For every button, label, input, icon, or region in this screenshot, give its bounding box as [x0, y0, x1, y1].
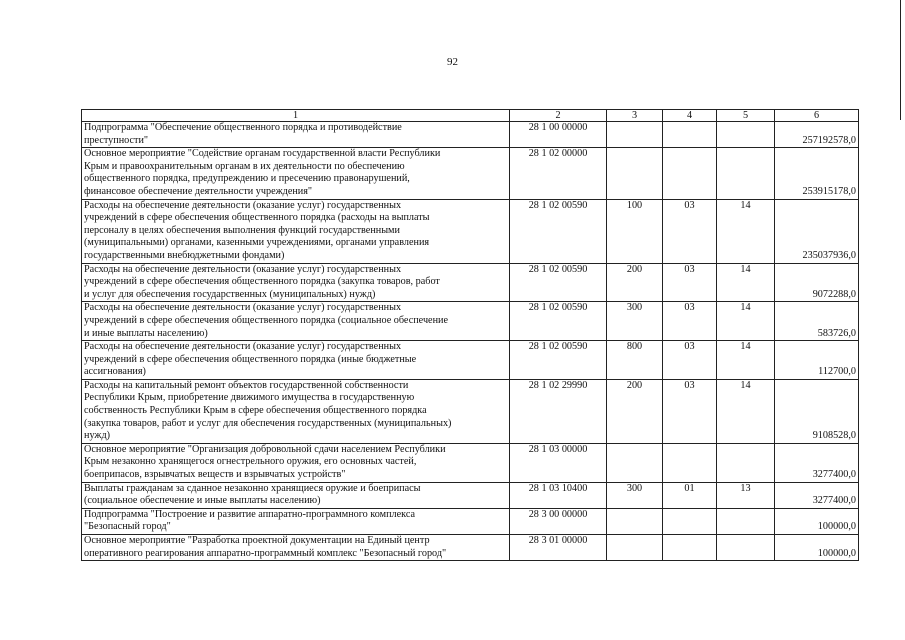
- row-code-cell: 28 1 02 00590: [510, 263, 607, 302]
- row-name-line: государственными внебюджетными фондами): [84, 249, 285, 261]
- row-name-cell: [82, 148, 510, 199]
- row-section-cell: [663, 508, 717, 534]
- header-col-2: 2: [510, 110, 607, 122]
- row-subsection-cell: [717, 508, 775, 534]
- budget-table: [81, 109, 859, 561]
- row-name-line: преступности": [84, 134, 149, 146]
- row-name-line: и услуг для обеспечения государственных (муниципальных) нужд): [84, 288, 376, 300]
- table-row: [82, 302, 859, 341]
- row-name-line: Выплаты гражданам за сданное незаконно хранящиеся оружие и боеприпасы: [84, 482, 421, 494]
- row-subsection-cell: [717, 148, 775, 199]
- row-subsection-cell: 13: [717, 482, 775, 508]
- row-name-line: общественного порядка, предупреждению и пресечению правонарушений,: [84, 173, 410, 185]
- row-section-cell: 01: [663, 482, 717, 508]
- row-subsection-cell: 14: [717, 302, 775, 341]
- row-code-cell: 28 3 01 00000: [510, 535, 607, 561]
- row-expense-type-cell: [607, 122, 663, 148]
- row-subsection-cell: 14: [717, 341, 775, 380]
- row-subsection-cell: 14: [717, 263, 775, 302]
- row-name-line: боеприпасов, взрывчатых веществ и взрывчатых устройств": [84, 469, 346, 481]
- table-row: [82, 379, 859, 443]
- header-col-4: 4: [663, 110, 717, 122]
- row-name-line: "Безопасный город": [84, 521, 171, 533]
- row-subsection-cell: [717, 122, 775, 148]
- row-name-line: учреждений в сфере обеспечения общественного порядка (закупка товаров, работ: [84, 276, 440, 288]
- row-name-line: учреждений в сфере обеспечения общественного порядка (социальное обеспечение: [84, 314, 449, 326]
- page-number: 92: [447, 56, 458, 68]
- row-section-cell: 03: [663, 302, 717, 341]
- row-amount-cell: 112700,0: [775, 341, 859, 380]
- row-name-cell: [82, 302, 510, 341]
- row-code-cell: 28 1 03 10400: [510, 482, 607, 508]
- row-subsection-cell: 14: [717, 379, 775, 443]
- row-expense-type-cell: 100: [607, 199, 663, 263]
- table-row: [82, 535, 859, 561]
- row-name-cell: [82, 263, 510, 302]
- row-section-cell: 03: [663, 263, 717, 302]
- table-row: [82, 341, 859, 380]
- row-name-line: нужд): [84, 430, 111, 442]
- row-subsection-cell: [717, 443, 775, 482]
- row-name-line: Расходы на капитальный ремонт объектов государственной собственности: [84, 379, 409, 391]
- row-expense-type-cell: [607, 148, 663, 199]
- row-code-cell: 28 1 00 00000: [510, 122, 607, 148]
- header-col-5: 5: [717, 110, 775, 122]
- row-name-line: Подпрограмма "Обеспечение общественного порядка и противодействие: [84, 122, 402, 133]
- row-name-line: Крым незаконно хранящегося огнестрельного оружия, его основных частей,: [84, 456, 417, 468]
- row-name-line: Расходы на обеспечение деятельности (оказание услуг) государственных: [84, 341, 402, 353]
- header-col-1: 1: [82, 110, 510, 122]
- row-expense-type-cell: [607, 535, 663, 561]
- table-header-row: [82, 110, 859, 122]
- row-code-cell: 28 1 03 00000: [510, 443, 607, 482]
- table-row: [82, 199, 859, 263]
- row-section-cell: 03: [663, 379, 717, 443]
- row-subsection-cell: [717, 535, 775, 561]
- row-section-cell: [663, 535, 717, 561]
- header-col-3: 3: [607, 110, 663, 122]
- row-name-line: Основное мероприятие "Разработка проектной документации на Единый центр: [84, 535, 430, 546]
- row-name-cell: [82, 199, 510, 263]
- row-amount-cell: 235037936,0: [775, 199, 859, 263]
- row-amount-cell: 253915178,0: [775, 148, 859, 199]
- table-row: [82, 122, 859, 148]
- row-name-line: собственность Республики Крым в сфере обеспечения общественного порядка: [84, 405, 427, 417]
- row-name-cell: [82, 443, 510, 482]
- row-amount-cell: 100000,0: [775, 508, 859, 534]
- row-expense-type-cell: [607, 508, 663, 534]
- row-name-line: Основное мероприятие "Организация добровольной сдачи населением Республики: [84, 443, 446, 455]
- row-name-line: (закупка товаров, работ и услуг для обеспечения государственных (муниципальных): [84, 417, 452, 429]
- row-amount-cell: 3277400,0: [775, 443, 859, 482]
- row-name-cell: [82, 482, 510, 508]
- row-amount-cell: 100000,0: [775, 535, 859, 561]
- row-section-cell: [663, 443, 717, 482]
- row-subsection-cell: 14: [717, 199, 775, 263]
- row-name-cell: [82, 379, 510, 443]
- row-expense-type-cell: 300: [607, 302, 663, 341]
- row-section-cell: [663, 122, 717, 148]
- table-row: [82, 263, 859, 302]
- row-section-cell: [663, 148, 717, 199]
- row-section-cell: 03: [663, 199, 717, 263]
- row-code-cell: 28 1 02 00590: [510, 302, 607, 341]
- header-col-6: 6: [775, 110, 859, 122]
- row-name-line: Расходы на обеспечение деятельности (оказание услуг) государственных: [84, 263, 402, 275]
- row-code-cell: 28 1 02 00590: [510, 341, 607, 380]
- row-amount-cell: 257192578,0: [775, 122, 859, 148]
- row-name-line: ассигнования): [84, 366, 146, 378]
- row-expense-type-cell: [607, 443, 663, 482]
- table-row: [82, 148, 859, 199]
- row-section-cell: 03: [663, 341, 717, 380]
- row-name-line: оперативного реагирования аппаратно-программный комплекс "Безопасный город": [84, 547, 447, 559]
- row-name-line: учреждений в сфере обеспечения общественного порядка (иные бюджетные: [84, 353, 417, 365]
- row-name-line: Крым и правоохранительным органам в их деятельности по обеспечению: [84, 160, 405, 172]
- row-name-line: Подпрограмма "Построение и развитие аппаратно-программного комплекса: [84, 508, 415, 520]
- row-name-line: персоналу в целях обеспечения выполнения функций государственными: [84, 224, 400, 236]
- row-name-line: Республики Крым, приобретение движимого имущества в государственную: [84, 392, 415, 404]
- row-expense-type-cell: 300: [607, 482, 663, 508]
- row-amount-cell: 9108528,0: [775, 379, 859, 443]
- row-name-cell: [82, 508, 510, 534]
- row-name-line: Расходы на обеспечение деятельности (оказание услуг) государственных: [84, 199, 402, 211]
- row-expense-type-cell: 200: [607, 263, 663, 302]
- row-expense-type-cell: 200: [607, 379, 663, 443]
- row-name-cell: [82, 122, 510, 148]
- row-name-line: учреждений в сфере обеспечения общественного порядка (расходы на выплаты: [84, 212, 430, 224]
- row-name-cell: [82, 341, 510, 380]
- row-code-cell: 28 3 00 00000: [510, 508, 607, 534]
- row-code-cell: 28 1 02 00590: [510, 199, 607, 263]
- row-code-cell: 28 1 02 00000: [510, 148, 607, 199]
- row-amount-cell: 583726,0: [775, 302, 859, 341]
- row-name-line: (социальное обеспечение и иные выплаты населению): [84, 495, 321, 507]
- table-row: [82, 443, 859, 482]
- row-code-cell: 28 1 02 29990: [510, 379, 607, 443]
- row-name-line: (муниципальными) органами, казенными учреждениями, органами управления: [84, 237, 430, 249]
- table-row: [82, 508, 859, 534]
- row-expense-type-cell: 800: [607, 341, 663, 380]
- row-amount-cell: 3277400,0: [775, 482, 859, 508]
- table-body: [82, 122, 859, 561]
- table-row: [82, 482, 859, 508]
- row-name-line: финансовое обеспечение деятельности учреждения": [84, 185, 313, 197]
- row-name-line: и иные выплаты населению): [84, 327, 208, 339]
- row-name-line: Расходы на обеспечение деятельности (оказание услуг) государственных: [84, 302, 402, 314]
- row-name-line: Основное мероприятие "Содействие органам государственной власти Республики: [84, 148, 441, 160]
- row-name-cell: [82, 535, 510, 561]
- row-amount-cell: 9072288,0: [775, 263, 859, 302]
